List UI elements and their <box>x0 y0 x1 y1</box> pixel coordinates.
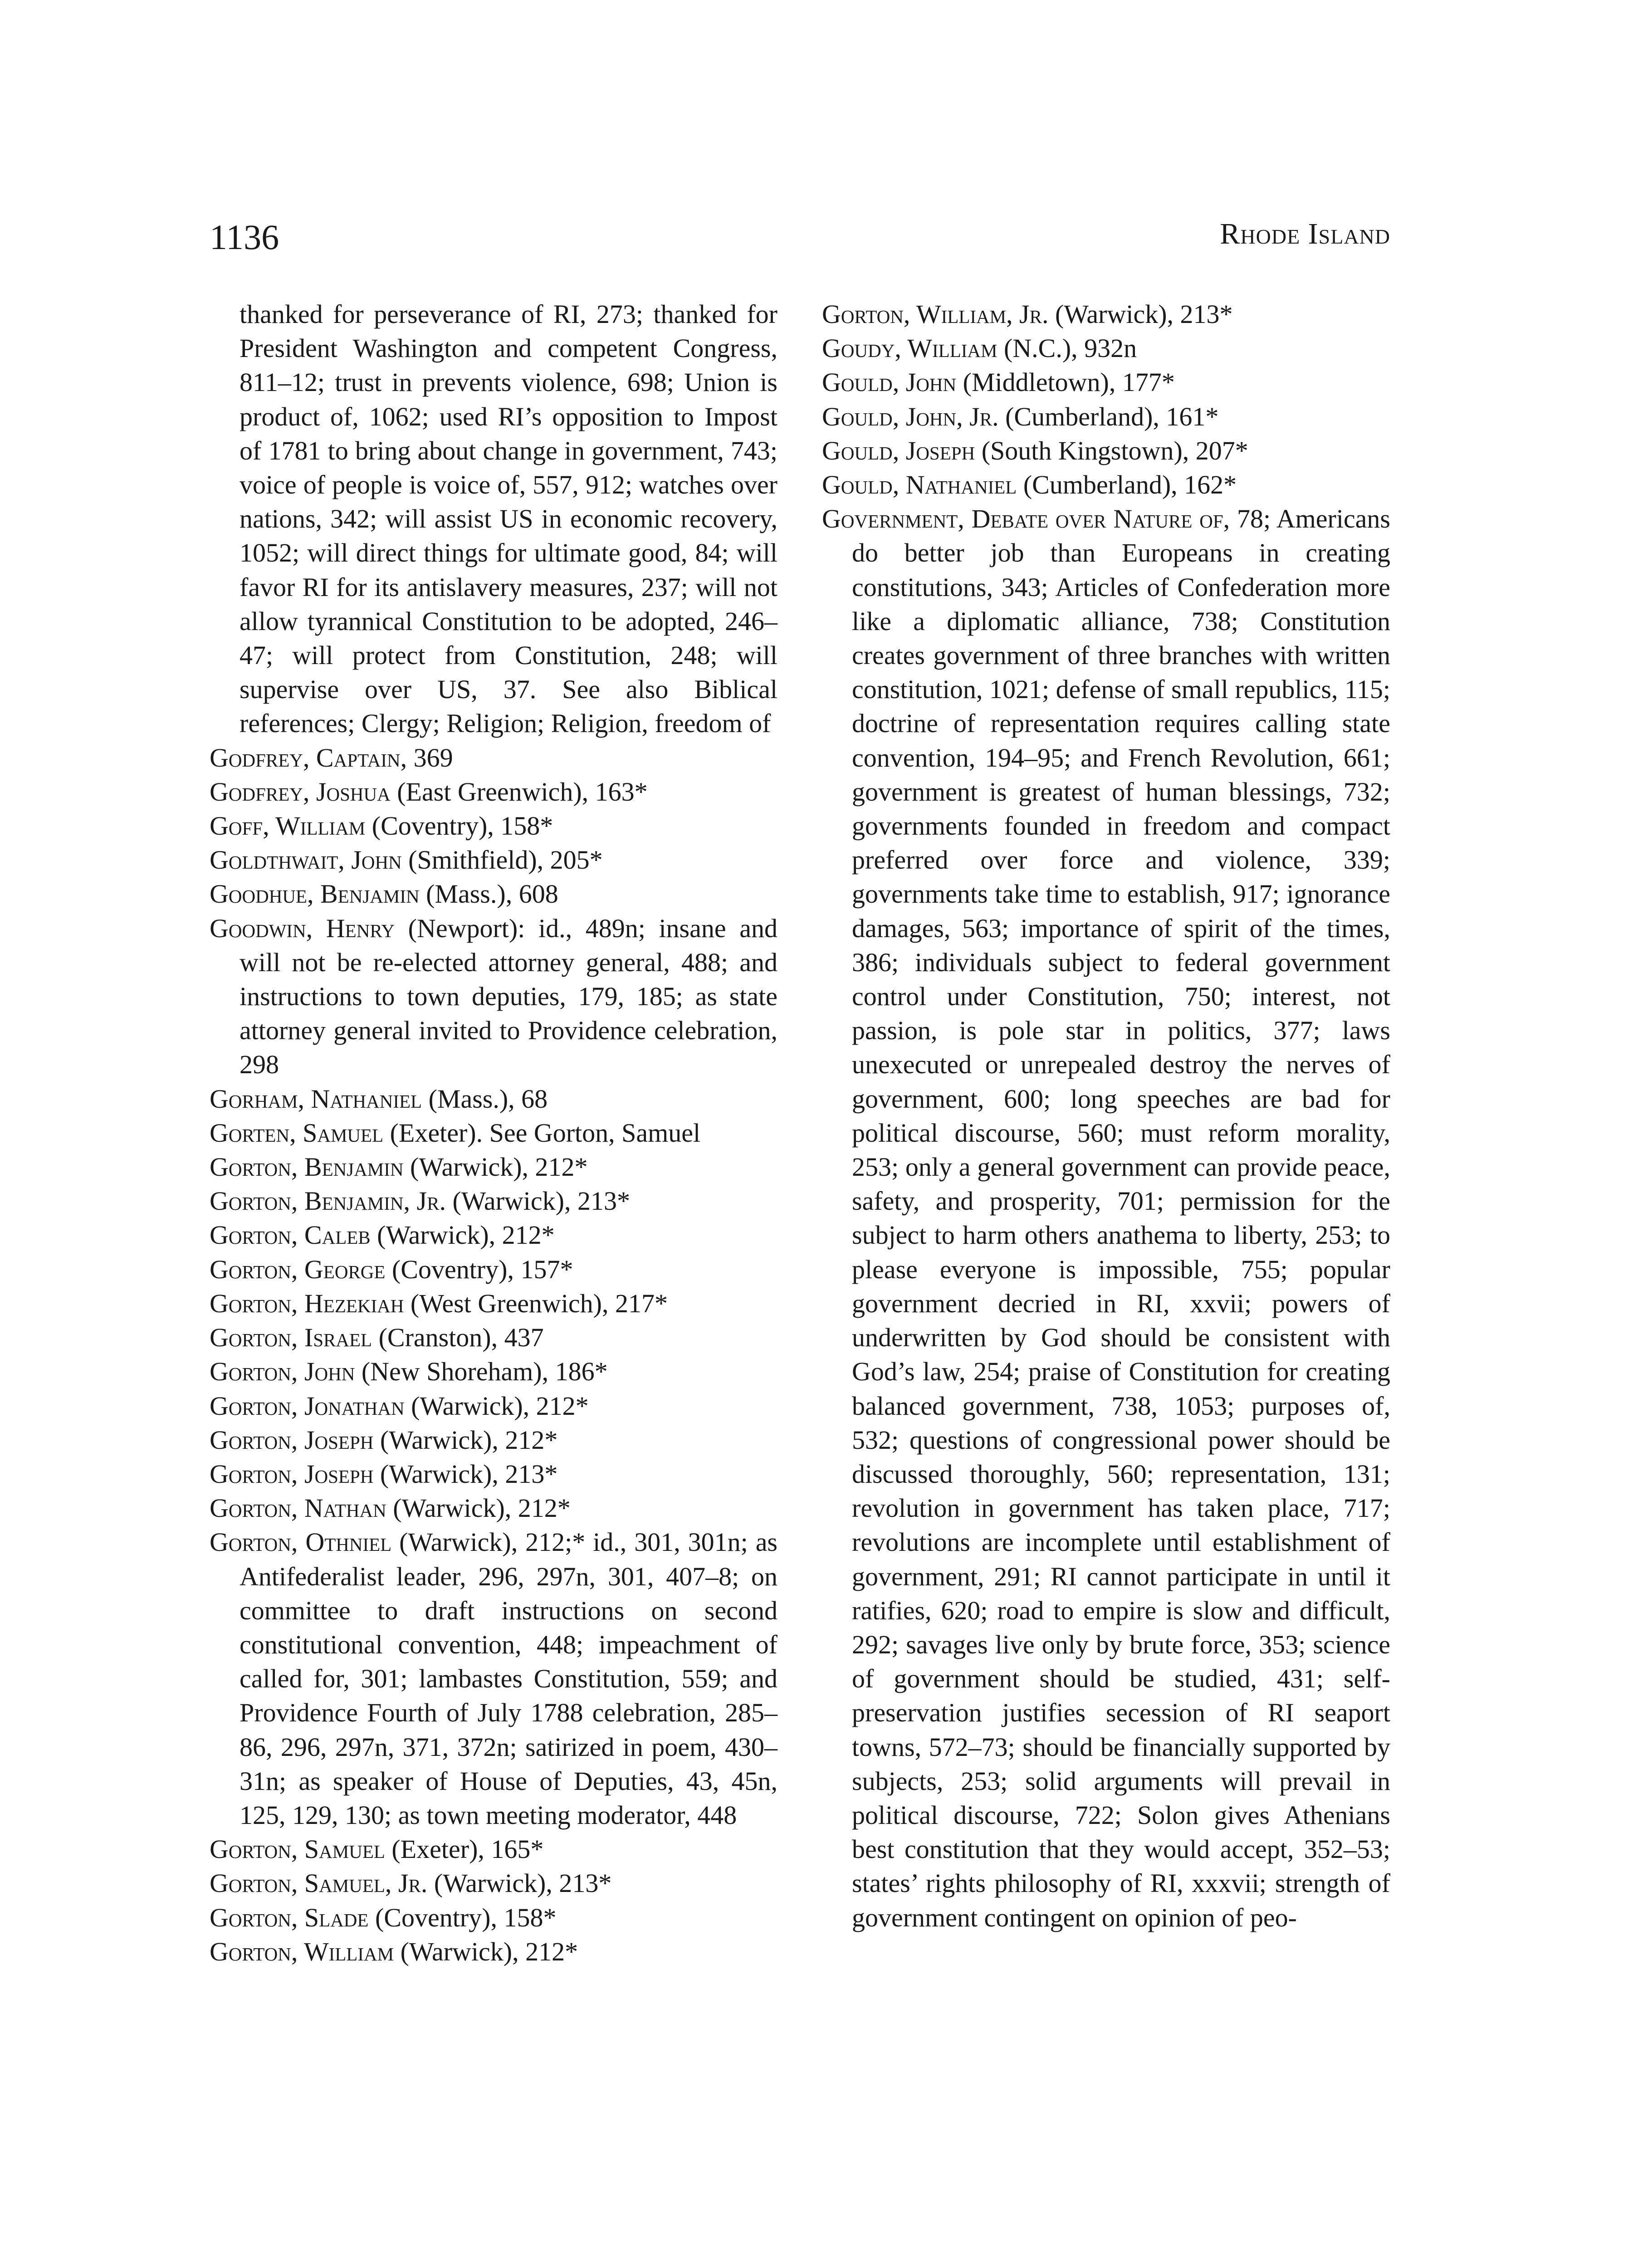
index-entry: Godfrey, Captain, 369 <box>210 743 453 772</box>
index-column-left <box>210 297 777 1969</box>
index-entry: Gorton, William, Jr. (Warwick), 213* <box>822 299 1233 329</box>
index-entry: Gould, John, Jr. (Cumberland), 161* <box>822 401 1219 431</box>
index-entry: Gorton, Israel (Cranston), 437 <box>210 1323 544 1353</box>
index-column-right <box>822 297 1390 1935</box>
index-entry: Gorton, Benjamin, Jr. (Warwick), 213* <box>210 1186 630 1216</box>
index-entry: Goff, William (Coventry), 158* <box>210 811 553 841</box>
index-entry: Gorton, John (New Shoreham), 186* <box>210 1357 608 1387</box>
index-entry: Gorton, Samuel (Exeter), 165* <box>210 1834 544 1864</box>
index-entry: Gorton, Jonathan (Warwick), 212* <box>210 1391 589 1421</box>
index-entry: Gould, Joseph (South Kingstown), 207* <box>822 435 1248 465</box>
index-entry: Goldthwait, John (Smithfield), 205* <box>210 845 603 875</box>
index-entry: Gorham, Nathaniel (Mass.), 68 <box>210 1084 548 1114</box>
index-entry: thanked for perseverance of RI, 273; thanked for President Washington and competent Congress, 811–12; trust in prevents violence, 698; Union is product of, 1062; used RI’s opposition to Impost of 1781 to bring about change in government, 743; voice of people is voice of, 557, 912; watches over nations, 342; will assist US in economic recovery, 1052; will direct things for ultimate good, 84; will favor RI for its antislavery measures, 237; will not allow tyrannical Constitution to be adopted, 246–47; will protect from Constitution, 248; will supervise over US, 37. See also Biblical references; Clergy; Religion; Religion, freedom of <box>240 299 777 738</box>
index-entry: Gorton, Samuel, Jr. (Warwick), 213* <box>210 1868 612 1898</box>
index-entry: Gorton, Joseph (Warwick), 212* <box>210 1425 558 1455</box>
index-entry: Goodhue, Benjamin (Mass.), 608 <box>210 879 558 909</box>
index-entry: Government, Debate over Nature of, 78; Americans do better job than Europeans in creating constitutions, 343; Articles of Confederation more like a diplomatic alliance, 738; Constitution creates government of three branches with written constitution, 1021; defense of small republics, 115; doctrine of representation requires calling state convention, 194–95; and French Revolution, 661; government is greatest of human blessings, 732; governments founded in freedom and compact preferred over force and violence, 339; governments take time to establish, 917; ignorance damages, 563; importance of spirit of the times, 386; individuals subject to federal government control under Constitution, 750; interest, not passion, is pole star in politics, 377; laws unexecuted or unrepealed destroy the nerves of government, 600; long speeches are bad for political discourse, 560; must reform morality, 253; only a general government can provide peace, safety, and prosperity, 701; permission for the subject to harm others anathema to liberty, 253; to please everyone is impossible, 755; popular government decried in RI, xxvii; powers of underwritten by God should be consistent with God’s law, 254; praise of Constitution for creating balanced government, 738, 1053; purposes of, 532; questions of congressional power should be discussed thoroughly, 560; representation, 131; revolution in government has taken place, 717; revolutions are incomplete until establishment of government, 291; RI cannot participate in until it ratifies, 620; road to empire is slow and difficult, 292; savages live only by brute force, 353; science of government should be studied, 431; self-preservation justifies secession of RI seaport towns, 572–73; should be financially supported by subjects, 253; solid arguments will prevail in political discourse, 722; Solon gives Athenians best constitution that they would accept, 352–53; states’ rights philosophy of RI, xxxvii; strength of government contingent on opinion of peo- <box>822 504 1390 1932</box>
index-entry: Gorton, William (Warwick), 212* <box>210 1936 578 1966</box>
index-entry: Gould, Nathaniel (Cumberland), 162* <box>822 470 1237 500</box>
index-entry: Gorton, Benjamin (Warwick), 212* <box>210 1152 588 1182</box>
index-entry: Gorton, Caleb (Warwick), 212* <box>210 1220 555 1250</box>
index-entry: Gorton, Joseph (Warwick), 213* <box>210 1459 558 1489</box>
index-entry: Godfrey, Joshua (East Greenwich), 163* <box>210 777 648 807</box>
index-entry: Gould, John (Middletown), 177* <box>822 367 1175 397</box>
index-entry: Gorton, Hezekiah (West Greenwich), 217* <box>210 1288 668 1318</box>
index-entry: Gorton, Nathan (Warwick), 212* <box>210 1493 571 1523</box>
index-entry: Gorton, Slade (Coventry), 158* <box>210 1902 557 1932</box>
index-entry: Gorton, Othniel (Warwick), 212;* id., 301, 301n; as Antifederalist leader, 296, 297n, 301, 407–8; on committee to draft instructions on second constitutional convention, 448; impeachment of called for, 301; lambastes Constitution, 559; and Providence Fourth of July 1788 celebration, 285–86, 296, 297n, 371, 372n; satirized in poem, 430–31n; as speaker of House of Deputies, 43, 45n, 125, 129, 130; as town meeting moderator, 448 <box>210 1527 778 1830</box>
page-number: 1136 <box>210 217 279 257</box>
index-entry: Goudy, William (N.C.), 932n <box>822 333 1137 363</box>
index-entry: Goodwin, Henry (Newport): id., 489n; insane and will not be re-elected attorney general, 488; and instructions to town deputies, 179, 185; as state attorney general invited to Providence celebration, 298 <box>210 913 777 1080</box>
index-entry: Gorten, Samuel (Exeter). See Gorton, Samuel <box>210 1118 701 1148</box>
index-entry: Gorton, George (Coventry), 157* <box>210 1254 573 1284</box>
running-head: Rhode Island <box>1220 217 1390 250</box>
